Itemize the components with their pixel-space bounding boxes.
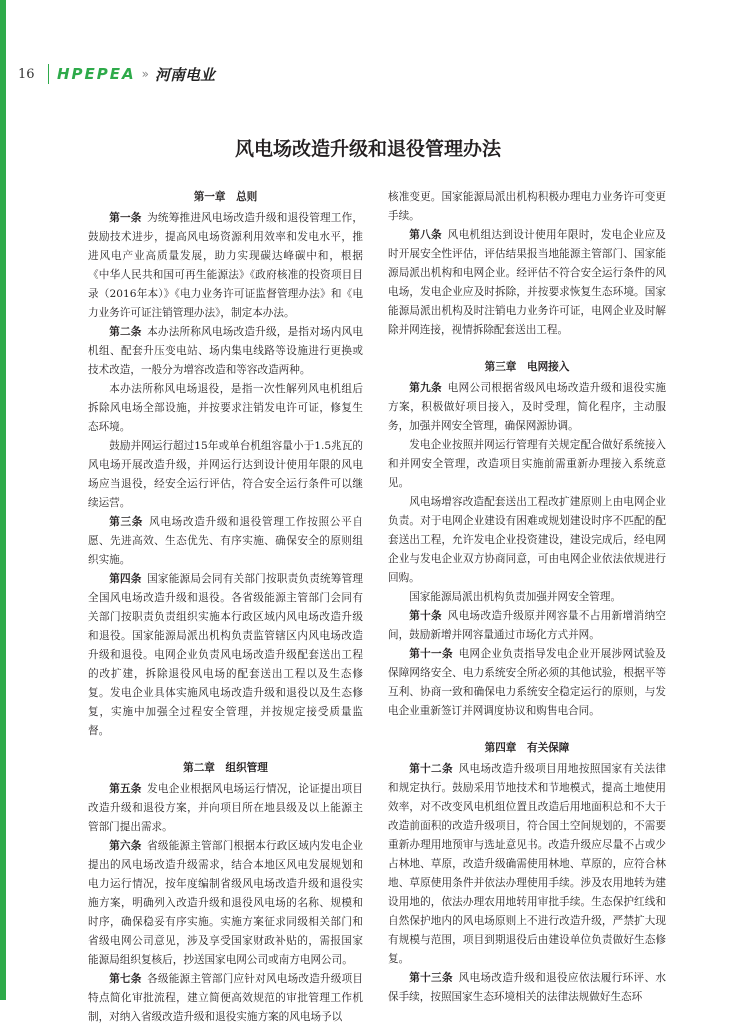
brand-logo-chinese: 河南电业: [155, 65, 216, 84]
article-number: 第十二条: [409, 763, 453, 775]
article-paragraph: [388, 188, 666, 226]
running-header: [18, 62, 215, 86]
page-number: 16: [18, 66, 35, 82]
article-text: 国家能源局派出机构负责加强并网安全管理。: [409, 591, 622, 603]
article-text: 风电场改造升级和退役管理工作按照公平自愿、先进高效、生态优先、有序实施、确保安全的原则组织实施。: [88, 516, 364, 566]
article-paragraph: [88, 837, 363, 970]
chapter-heading: 第四章 有关保障: [484, 742, 570, 754]
article-paragraph: [88, 323, 363, 380]
article-paragraph: [88, 970, 363, 1027]
article-paragraph: [388, 436, 666, 493]
article-paragraph: [88, 780, 363, 837]
article-text: 省级能源主管部门根据本行政区域内发电企业提出的风电场改造升级需求，结合本地区风电发展规划和电力运行情况，按年度编制省级风电场改造升级和退役实施方案，明确列入改造升级和退役风电场的名称、规模和时序，确保稳妥有序实施。实施方案征求同级相关部门和省级电网公司意见，涉及享受国家财政补贴的，需报国家能源局组织复核后，抄送国家电网公司或南方电网公司。: [88, 840, 364, 966]
article-text: 风电机组达到设计使用年限时，发电企业应及时开展安全性评估，评估结果报当地能源主管部门、国家能源局派出机构和电网企业。经评估不符合安全运行条件的风电场，发电企业应及时拆除，并按要求恢复生态环境。国家能源局派出机构及时注销电力业务许可证，电网企业及时解除并网连接，视情拆除配套送出工程。: [388, 229, 667, 336]
article-text: 发电企业按照并网运行管理有关规定配合做好系统接入和并网安全管理，改造项目实施前需重新办理接入系统意见。: [388, 439, 666, 489]
article-text: 发电企业根据风电场运行情况，论证提出项目改造升级和退役方案，并向项目所在地县级及以上能源主管部门提出需求。: [88, 783, 364, 833]
article-paragraph: [388, 379, 666, 436]
article-paragraph: [388, 607, 666, 645]
article-text: 风电场改造升级原并网容量不占用新增消纳空间，鼓励新增并网容量通过市场化方式并网。: [388, 610, 667, 641]
article-number: 第一条: [109, 212, 142, 224]
article-paragraph: [388, 645, 666, 721]
article-number: 第三条: [109, 516, 144, 528]
article-text: 国家能源局会同有关部门按职责负责统筹管理全国风电场改造升级和退役。各省级能源主管部门会同有关部门按职责负责组织实施本行政区域内风电场改造升级和退役。国家能源局派出机构负责监管辖区内风电场改造升级和退役。电网企业负责风电场改造升级配套送出工程的改扩建，拆除退役风电场的配套送出工程以及生态修复。发电企业具体实施风电场改造升级和退役以及生态修复，实施中加强全过程安全管理，并按规定接受质量监督。: [88, 573, 364, 737]
article-text: 为统筹推进风电场改造升级和退役管理工作，鼓励技术进步，提高风电场资源利用效率和发电水平，推进风电产业高质量发展，助力实现碳达峰碳中和，根据《中华人民共和国可再生能源法》《政府核准的投资项目目录（2016年本）》《电力业务许可证监督管理办法》和《电力业务许可证注销管理办法》，制定本办法。: [88, 212, 364, 319]
article-number: 第十一条: [409, 648, 453, 660]
article-number: 第四条: [109, 573, 142, 585]
article-number: 第九条: [409, 382, 442, 394]
article-text: 本办法所称风电场退役，是指一次性解列风电机组后拆除风电场全部设施，并按要求注销发电许可证，修复生态环境。: [88, 383, 363, 433]
left-column: [88, 188, 363, 1027]
article-paragraph: [88, 209, 363, 323]
article-text: 电网企业负责指导发电企业开展涉网试验及保障网络安全、电力系统安全所必须的其他试验，根据平等互利、协商一致和确保电力系统安全稳定运行的原则，与发电企业重新签订并网调度协议和购售电合同。: [388, 648, 667, 717]
article-paragraph: [388, 760, 666, 969]
brand-logo-latin: HPEPEA: [57, 65, 136, 83]
document-title: 风电场改造升级和退役管理办法: [234, 138, 501, 160]
article-text: 本办法所称风电场改造升级，是指对场内风电机组、配套升压变电站、场内集电线路等设施进行更换或技术改造，一般分为增容改造和等容改造两种。: [88, 326, 364, 376]
article-number: 第八条: [409, 229, 442, 241]
header-separator: »: [141, 67, 149, 81]
article-paragraph: [88, 513, 363, 570]
chapter-heading: 第三章 电网接入: [484, 361, 570, 373]
article-number: 第五条: [109, 783, 142, 795]
article-paragraph: [388, 969, 666, 1007]
right-column: [388, 188, 666, 1007]
article-text: 电网公司根据省级风电场改造升级和退役实施方案，积极做好项目接入，及时受理，简化程序，主动服务，加强并网安全管理，确保网源协调。: [388, 382, 667, 432]
article-number: 第十三条: [409, 972, 453, 984]
article-text: 核准变更。国家能源局派出机构积极办理电力业务许可变更手续。: [388, 191, 666, 222]
article-number: 第六条: [109, 840, 142, 852]
article-paragraph: [388, 493, 666, 588]
article-paragraph: [88, 380, 363, 437]
article-text: 各级能源主管部门应针对风电场改造升级项目特点简化审批流程，建立简便高效规范的审批管理工作机制，对纳入省级改造升级和退役实施方案的风电场予以: [88, 973, 364, 1023]
article-paragraph: [388, 226, 666, 340]
article-paragraph: [88, 437, 363, 513]
chapter-heading: 第二章 组织管理: [183, 762, 268, 774]
article-number: 第二条: [109, 326, 142, 338]
article-number: 第十条: [409, 610, 442, 622]
article-paragraph: [388, 588, 666, 607]
article-text: 风电场改造升级和退役应依法履行环评、水保手续，按照国家生态环境相关的法律法规做好生态环: [388, 972, 667, 1003]
header-divider: [48, 64, 49, 84]
article-text: 风电场改造升级项目用地按照国家有关法律和规定执行。鼓励采用节地技术和节地模式，提高土地使用效率，对不改变风电机组位置且改造后用地面积总和不大于改造前面积的改造升级项目，符合国土空间规划的，不需要重新办理用地预审与选址意见书。改造升级应尽量不占或少占林地、草原，改造升级确需使用林地、草原的，应符合林地、草原使用条件并依法办理使用手续。涉及农用地转为建设用地的，依法办理农用地转用审批手续。生态保护红线和自然保护地内的风电场原则上不进行改造升级，严禁扩大现有规模与范围，项目到期退役后由建设单位负责做好生态修复。: [388, 763, 667, 965]
article-text: 风电场增容改造配套送出工程改扩建原则上由电网企业负责。对于电网企业建设有困难或规划建设时序不匹配的配套送出工程，允许发电企业投资建设，建设完成后，经电网企业与发电企业双方协商同意，可由电网企业依法依规进行回购。: [388, 496, 666, 584]
article-text: 鼓励并网运行超过15年或单台机组容量小于1.5兆瓦的风电场开展改造升级，并网运行达到设计使用年限的风电场应当退役，经安全运行评估，符合安全运行条件可以继续运营。: [88, 440, 363, 509]
chapter-heading: 第一章 总则: [193, 191, 258, 203]
article-number: 第七条: [109, 973, 142, 985]
article-paragraph: [88, 570, 363, 741]
